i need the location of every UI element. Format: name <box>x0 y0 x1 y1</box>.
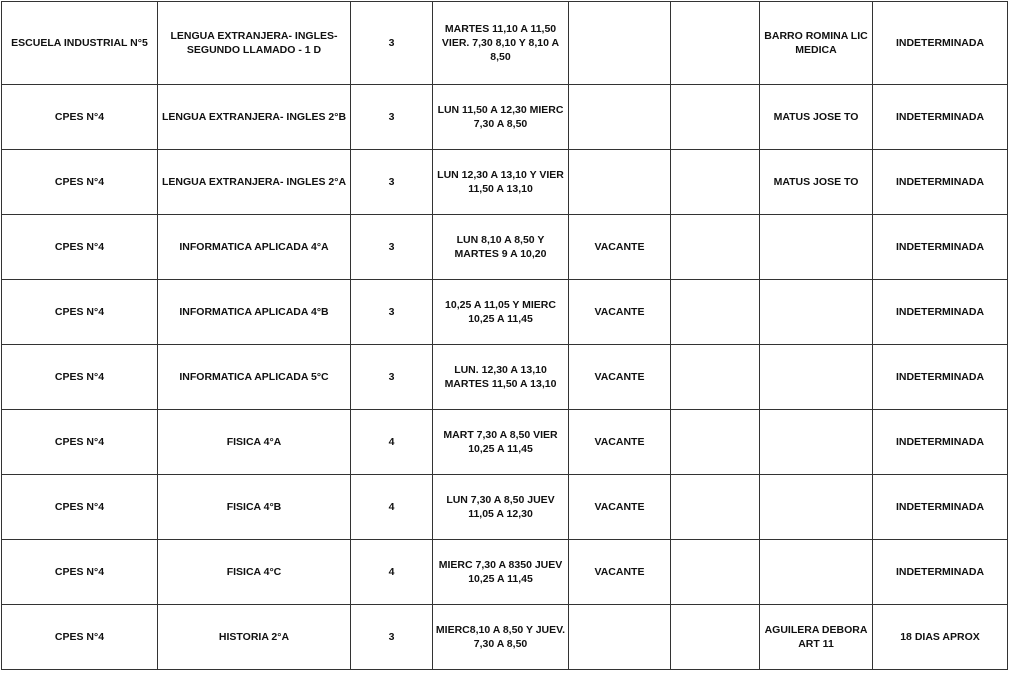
empty-cell <box>671 540 760 605</box>
status-cell <box>569 605 671 670</box>
school-cell: CPES N°4 <box>2 410 158 475</box>
subject-cell: INFORMATICA APLICADA 4°B <box>158 280 351 345</box>
school-cell: CPES N°4 <box>2 215 158 280</box>
school-cell: CPES N°4 <box>2 280 158 345</box>
teacher-cell <box>760 345 873 410</box>
hours-cell: 4 <box>351 540 433 605</box>
empty-cell <box>671 605 760 670</box>
schedule-cell: LUN 11,50 A 12,30 MIERC 7,30 A 8,50 <box>433 85 569 150</box>
teacher-cell <box>760 215 873 280</box>
hours-cell: 3 <box>351 280 433 345</box>
duration-cell: 18 DIAS APROX <box>873 605 1008 670</box>
schedule-cell: LUN 8,10 A 8,50 Y MARTES 9 A 10,20 <box>433 215 569 280</box>
hours-cell: 3 <box>351 605 433 670</box>
school-cell: CPES N°4 <box>2 345 158 410</box>
empty-cell <box>671 410 760 475</box>
school-cell: CPES N°4 <box>2 85 158 150</box>
duration-cell: INDETERMINADA <box>873 540 1008 605</box>
hours-cell: 3 <box>351 150 433 215</box>
duration-cell: INDETERMINADA <box>873 280 1008 345</box>
empty-cell <box>671 345 760 410</box>
empty-cell <box>671 475 760 540</box>
teacher-cell: MATUS JOSE TO <box>760 85 873 150</box>
teacher-cell: MATUS JOSE TO <box>760 150 873 215</box>
duration-cell: INDETERMINADA <box>873 475 1008 540</box>
status-cell <box>569 2 671 85</box>
hours-cell: 3 <box>351 345 433 410</box>
teacher-cell <box>760 475 873 540</box>
hours-cell: 3 <box>351 85 433 150</box>
schedule-cell: LUN 12,30 A 13,10 Y VIER 11,50 A 13,10 <box>433 150 569 215</box>
hours-cell: 4 <box>351 475 433 540</box>
table-row <box>2 345 1008 410</box>
duration-cell: INDETERMINADA <box>873 410 1008 475</box>
schedule-cell: 10,25 A 11,05 Y MIERC 10,25 A 11,45 <box>433 280 569 345</box>
empty-cell <box>671 2 760 85</box>
status-cell: VACANTE <box>569 280 671 345</box>
school-cell: CPES N°4 <box>2 605 158 670</box>
table-row <box>2 410 1008 475</box>
schedule-cell: MIERC 7,30 A 8350 JUEV 10,25 A 11,45 <box>433 540 569 605</box>
school-cell: CPES N°4 <box>2 540 158 605</box>
empty-cell <box>671 85 760 150</box>
duration-cell: INDETERMINADA <box>873 215 1008 280</box>
subject-cell: INFORMATICA APLICADA 4°A <box>158 215 351 280</box>
table-row <box>2 475 1008 540</box>
duration-cell: INDETERMINADA <box>873 85 1008 150</box>
status-cell: VACANTE <box>569 410 671 475</box>
empty-cell <box>671 150 760 215</box>
subject-cell: LENGUA EXTRANJERA- INGLES 2°B <box>158 85 351 150</box>
duration-cell: INDETERMINADA <box>873 150 1008 215</box>
schedule-cell: MART 7,30 A 8,50 VIER 10,25 A 11,45 <box>433 410 569 475</box>
subject-cell: LENGUA EXTRANJERA- INGLES 2°A <box>158 150 351 215</box>
subject-cell: INFORMATICA APLICADA 5°C <box>158 345 351 410</box>
table-body <box>2 2 1008 670</box>
table-row <box>2 215 1008 280</box>
teacher-cell <box>760 410 873 475</box>
school-cell: ESCUELA INDUSTRIAL N°5 <box>2 2 158 85</box>
hours-cell: 3 <box>351 2 433 85</box>
subject-cell: FISICA 4°C <box>158 540 351 605</box>
status-cell: VACANTE <box>569 475 671 540</box>
table-row <box>2 280 1008 345</box>
school-cell: CPES N°4 <box>2 475 158 540</box>
status-cell: VACANTE <box>569 345 671 410</box>
status-cell: VACANTE <box>569 540 671 605</box>
status-cell <box>569 150 671 215</box>
table-row <box>2 150 1008 215</box>
empty-cell <box>671 280 760 345</box>
table-row <box>2 540 1008 605</box>
schedule-cell: MARTES 11,10 A 11,50 VIER. 7,30 8,10 Y 8,10 A 8,50 <box>433 2 569 85</box>
table-row <box>2 605 1008 670</box>
vacancy-table <box>1 1 1008 670</box>
subject-cell: LENGUA EXTRANJERA- INGLES- SEGUNDO LLAMADO - 1 D <box>158 2 351 85</box>
table-row <box>2 85 1008 150</box>
subject-cell: HISTORIA 2°A <box>158 605 351 670</box>
schedule-cell: MIERC8,10 A 8,50 Y JUEV. 7,30 A 8,50 <box>433 605 569 670</box>
table-row <box>2 2 1008 85</box>
schedule-cell: LUN. 12,30 A 13,10 MARTES 11,50 A 13,10 <box>433 345 569 410</box>
duration-cell: INDETERMINADA <box>873 345 1008 410</box>
subject-cell: FISICA 4°B <box>158 475 351 540</box>
teacher-cell <box>760 280 873 345</box>
subject-cell: FISICA 4°A <box>158 410 351 475</box>
teacher-cell: BARRO ROMINA LIC MEDICA <box>760 2 873 85</box>
duration-cell: INDETERMINADA <box>873 2 1008 85</box>
hours-cell: 4 <box>351 410 433 475</box>
school-cell: CPES N°4 <box>2 150 158 215</box>
schedule-cell: LUN 7,30 A 8,50 JUEV 11,05 A 12,30 <box>433 475 569 540</box>
teacher-cell <box>760 540 873 605</box>
empty-cell <box>671 215 760 280</box>
status-cell <box>569 85 671 150</box>
status-cell: VACANTE <box>569 215 671 280</box>
hours-cell: 3 <box>351 215 433 280</box>
teacher-cell: AGUILERA DEBORA ART 11 <box>760 605 873 670</box>
